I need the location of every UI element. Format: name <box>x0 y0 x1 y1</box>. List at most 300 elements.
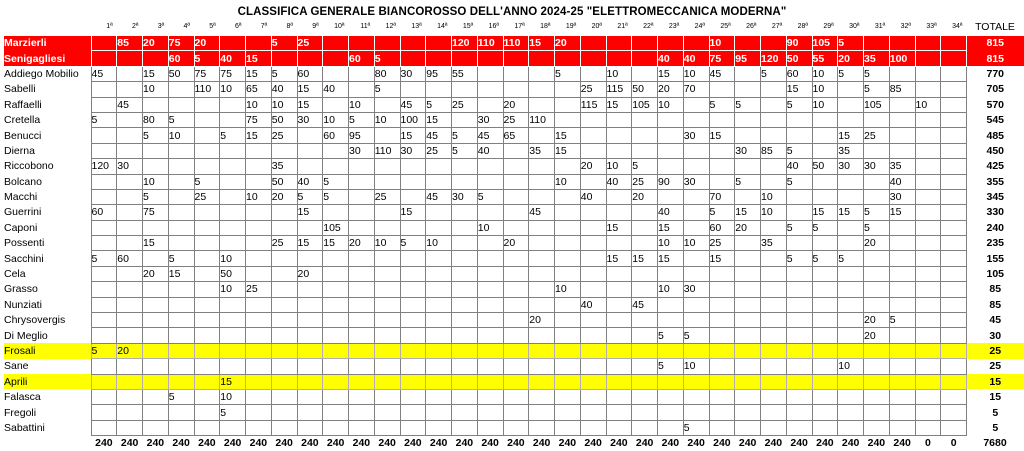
score-cell <box>400 389 426 404</box>
score-cell <box>477 159 503 174</box>
round-header: 2ª <box>132 23 139 30</box>
column-total: 240 <box>352 437 371 450</box>
score-cell <box>889 389 915 404</box>
score-cell <box>555 189 581 204</box>
score-cell <box>143 159 169 174</box>
score-cell: 15 <box>400 205 426 220</box>
score-cell: 50 <box>812 159 838 174</box>
score-cell <box>941 313 967 328</box>
score-cell: 10 <box>555 174 581 189</box>
score-cell <box>271 359 297 374</box>
score-cell <box>838 82 864 97</box>
score-cell: 5 <box>864 205 890 220</box>
score-cell <box>323 66 349 81</box>
player-total: 45 <box>989 314 1002 327</box>
score-cell <box>143 328 169 343</box>
score-cell <box>194 205 220 220</box>
score-cell <box>761 36 787 51</box>
score-cell <box>658 112 684 127</box>
score-cell <box>761 328 787 343</box>
score-cell: 45 <box>632 297 658 312</box>
score-cell <box>915 251 941 266</box>
score-cell <box>606 143 632 158</box>
score-cell <box>400 189 426 204</box>
score-cell: 50 <box>271 112 297 127</box>
score-cell <box>374 97 400 112</box>
score-cell <box>786 112 812 127</box>
score-cell: 100 <box>400 112 426 127</box>
score-cell: 45 <box>117 97 143 112</box>
score-cell: 120 <box>761 51 787 66</box>
score-cell: 20 <box>143 266 169 281</box>
score-cell <box>838 236 864 251</box>
score-cell <box>761 343 787 358</box>
score-cell <box>606 374 632 389</box>
player-row <box>4 82 1024 97</box>
score-cell <box>812 343 838 358</box>
score-cell: 15 <box>297 82 323 97</box>
score-cell <box>555 374 581 389</box>
score-cell <box>941 36 967 51</box>
score-cell <box>323 328 349 343</box>
score-cell: 75 <box>709 51 735 66</box>
score-cell <box>194 359 220 374</box>
score-cell <box>529 405 555 420</box>
score-cell <box>864 143 890 158</box>
player-total: 85 <box>989 283 1002 296</box>
score-cell: 15 <box>632 251 658 266</box>
score-cell <box>323 343 349 358</box>
score-cell <box>529 251 555 266</box>
score-cell: 15 <box>658 66 684 81</box>
score-cell: 40 <box>580 189 606 204</box>
score-cell <box>529 389 555 404</box>
score-cell <box>374 205 400 220</box>
score-cell: 10 <box>220 282 246 297</box>
score-cell <box>838 374 864 389</box>
round-header: 17ª <box>514 23 525 30</box>
score-cell <box>117 174 143 189</box>
score-cell <box>220 36 246 51</box>
score-cell: 40 <box>580 297 606 312</box>
round-header: 12ª <box>385 23 396 30</box>
score-cell: 15 <box>658 220 684 235</box>
score-cell <box>323 420 349 435</box>
score-cell <box>271 313 297 328</box>
score-cell <box>503 405 529 420</box>
score-cell <box>606 405 632 420</box>
standings-title: CLASSIFICA GENERALE BIANCOROSSO DELL'ANNO 2024-25 "ELETTROMECCANICA MODERNA" <box>237 6 787 18</box>
score-cell <box>503 189 529 204</box>
score-cell <box>477 282 503 297</box>
score-cell: 25 <box>374 189 400 204</box>
score-cell <box>555 251 581 266</box>
score-cell: 10 <box>349 97 375 112</box>
round-header: 6ª <box>235 23 242 30</box>
score-cell: 15 <box>735 205 761 220</box>
round-header: 19ª <box>565 23 577 30</box>
player-name: Bolcano <box>4 175 42 188</box>
score-cell <box>709 266 735 281</box>
score-cell: 60 <box>323 128 349 143</box>
player-row <box>4 143 1024 158</box>
score-cell <box>555 389 581 404</box>
score-cell: 40 <box>477 143 503 158</box>
score-cell: 10 <box>220 251 246 266</box>
score-cell <box>400 420 426 435</box>
score-cell <box>735 36 761 51</box>
score-cell <box>297 51 323 66</box>
score-cell <box>529 297 555 312</box>
score-cell: 40 <box>271 82 297 97</box>
score-cell <box>709 174 735 189</box>
score-cell <box>477 174 503 189</box>
score-cell: 20 <box>580 159 606 174</box>
score-cell: 10 <box>477 220 503 235</box>
score-cell <box>761 97 787 112</box>
score-cell <box>941 374 967 389</box>
round-header: 13ª <box>411 23 422 30</box>
score-cell <box>349 313 375 328</box>
column-total: 240 <box>378 437 396 450</box>
score-cell <box>349 420 375 435</box>
score-cell <box>323 205 349 220</box>
score-cell: 45 <box>426 128 452 143</box>
score-cell <box>915 343 941 358</box>
score-cell <box>683 389 709 404</box>
score-cell: 70 <box>709 189 735 204</box>
score-cell <box>529 128 555 143</box>
score-cell <box>374 343 400 358</box>
score-cell <box>91 51 117 66</box>
score-cell <box>194 159 220 174</box>
score-cell: 25 <box>246 282 272 297</box>
score-cell: 40 <box>658 51 684 66</box>
score-cell: 5 <box>168 251 194 266</box>
score-cell <box>194 328 220 343</box>
score-cell: 5 <box>168 112 194 127</box>
score-cell: 10 <box>761 205 787 220</box>
score-cell: 75 <box>220 66 246 81</box>
player-row <box>4 205 1024 220</box>
column-total: 240 <box>429 437 448 450</box>
player-total: 355 <box>986 175 1005 188</box>
score-cell <box>658 143 684 158</box>
player-total: 15 <box>989 391 1002 404</box>
score-cell: 25 <box>864 128 890 143</box>
score-cell <box>786 389 812 404</box>
score-cell <box>735 82 761 97</box>
score-cell <box>168 313 194 328</box>
score-cell: 20 <box>864 313 890 328</box>
score-cell: 85 <box>889 82 915 97</box>
score-cell: 25 <box>632 174 658 189</box>
score-cell: 15 <box>297 97 323 112</box>
score-cell <box>323 282 349 297</box>
score-cell <box>555 159 581 174</box>
score-cell <box>374 328 400 343</box>
score-cell <box>812 174 838 189</box>
round-header: 32ª <box>900 23 911 30</box>
score-cell: 15 <box>143 66 169 81</box>
player-name: Sabelli <box>4 83 36 96</box>
score-cell <box>503 282 529 297</box>
score-cell: 45 <box>91 66 117 81</box>
score-cell <box>143 420 169 435</box>
score-cell <box>735 328 761 343</box>
score-cell: 5 <box>838 36 864 51</box>
score-cell <box>761 159 787 174</box>
column-total: 240 <box>764 437 783 450</box>
column-total: 240 <box>635 437 654 450</box>
score-cell <box>452 359 478 374</box>
score-cell: 10 <box>555 282 581 297</box>
score-cell <box>838 313 864 328</box>
score-cell <box>117 143 143 158</box>
score-cell: 5 <box>374 82 400 97</box>
score-cell <box>658 36 684 51</box>
score-cell <box>864 297 890 312</box>
score-cell: 15 <box>709 251 735 266</box>
round-header: 7ª <box>260 23 268 30</box>
score-cell <box>812 189 838 204</box>
column-total: 240 <box>146 437 165 450</box>
score-cell <box>838 174 864 189</box>
score-cell: 5 <box>91 343 117 358</box>
score-cell <box>941 389 967 404</box>
score-cell: 5 <box>838 66 864 81</box>
score-cell <box>426 51 452 66</box>
score-cell <box>246 174 272 189</box>
score-cell <box>683 36 709 51</box>
score-cell: 5 <box>452 143 478 158</box>
round-header: 23ª <box>668 23 680 30</box>
score-cell <box>220 297 246 312</box>
score-cell <box>426 313 452 328</box>
column-total: 240 <box>738 437 757 450</box>
score-cell <box>271 51 297 66</box>
score-cell <box>632 36 658 51</box>
score-cell <box>941 66 967 81</box>
score-cell: 5 <box>271 66 297 81</box>
score-cell <box>297 128 323 143</box>
score-cell: 5 <box>323 174 349 189</box>
score-cell: 5 <box>812 251 838 266</box>
score-cell: 75 <box>143 205 169 220</box>
score-cell: 50 <box>271 174 297 189</box>
score-cell: 15 <box>606 97 632 112</box>
score-cell <box>426 420 452 435</box>
score-cell <box>786 282 812 297</box>
player-name: Sacchini <box>4 252 44 265</box>
score-cell <box>323 51 349 66</box>
player-total: 235 <box>986 237 1005 250</box>
score-cell: 20 <box>735 220 761 235</box>
score-cell <box>761 297 787 312</box>
score-cell <box>786 189 812 204</box>
score-cell: 95 <box>349 128 375 143</box>
player-name: Cela <box>4 268 26 281</box>
score-cell <box>864 189 890 204</box>
player-name: Sabattini <box>4 421 45 434</box>
score-cell: 10 <box>658 282 684 297</box>
score-cell <box>606 266 632 281</box>
score-cell <box>735 374 761 389</box>
score-cell <box>194 266 220 281</box>
score-cell <box>117 51 143 66</box>
score-cell <box>838 266 864 281</box>
score-cell <box>246 313 272 328</box>
score-cell <box>761 359 787 374</box>
score-cell <box>117 420 143 435</box>
score-cell <box>580 251 606 266</box>
score-cell <box>812 328 838 343</box>
player-row <box>4 282 1024 297</box>
score-cell: 10 <box>271 97 297 112</box>
score-cell: 20 <box>864 236 890 251</box>
score-cell <box>374 359 400 374</box>
score-cell: 15 <box>297 205 323 220</box>
score-cell <box>349 266 375 281</box>
column-total: 0 <box>924 437 931 450</box>
score-cell <box>812 282 838 297</box>
score-cell <box>889 236 915 251</box>
score-cell <box>117 112 143 127</box>
score-cell <box>220 143 246 158</box>
score-cell <box>194 389 220 404</box>
score-cell <box>117 389 143 404</box>
score-cell <box>477 266 503 281</box>
score-cell <box>452 374 478 389</box>
score-cell <box>452 266 478 281</box>
score-cell <box>503 159 529 174</box>
score-cell: 105 <box>812 36 838 51</box>
player-row <box>4 159 1024 174</box>
score-cell <box>426 159 452 174</box>
column-total: 240 <box>455 437 474 450</box>
score-cell: 110 <box>529 112 555 127</box>
round-header: 11ª <box>360 23 371 30</box>
score-cell <box>889 97 915 112</box>
score-cell <box>220 174 246 189</box>
score-cell: 55 <box>452 66 478 81</box>
score-cell <box>91 236 117 251</box>
score-cell <box>349 159 375 174</box>
score-cell <box>941 159 967 174</box>
score-cell <box>761 112 787 127</box>
column-total: 240 <box>713 437 731 450</box>
score-cell <box>555 205 581 220</box>
score-cell <box>503 389 529 404</box>
score-cell: 40 <box>297 174 323 189</box>
score-cell <box>864 359 890 374</box>
column-total: 240 <box>301 437 319 450</box>
score-cell <box>349 189 375 204</box>
score-cell <box>220 359 246 374</box>
score-cell: 20 <box>271 189 297 204</box>
player-total: 545 <box>986 114 1005 127</box>
score-cell <box>658 389 684 404</box>
score-cell: 30 <box>683 282 709 297</box>
score-cell <box>271 405 297 420</box>
score-cell <box>632 282 658 297</box>
player-row <box>4 66 1024 81</box>
score-cell <box>658 189 684 204</box>
score-cell: 10 <box>915 97 941 112</box>
score-cell <box>194 297 220 312</box>
score-cell <box>529 374 555 389</box>
score-cell <box>606 128 632 143</box>
score-cell <box>812 236 838 251</box>
score-cell <box>632 405 658 420</box>
score-cell: 60 <box>349 51 375 66</box>
score-cell <box>864 266 890 281</box>
column-total: 240 <box>275 437 293 450</box>
column-total: 240 <box>249 437 268 450</box>
score-cell <box>117 266 143 281</box>
score-cell: 5 <box>194 174 220 189</box>
score-cell <box>168 420 194 435</box>
score-cell <box>529 266 555 281</box>
score-cell <box>271 343 297 358</box>
score-cell: 15 <box>709 128 735 143</box>
score-cell <box>323 389 349 404</box>
score-cell: 5 <box>658 359 684 374</box>
score-cell <box>606 236 632 251</box>
score-cell <box>889 359 915 374</box>
score-cell <box>426 266 452 281</box>
column-total: 240 <box>172 437 190 450</box>
score-cell <box>323 359 349 374</box>
player-name: Possenti <box>4 237 45 250</box>
score-cell <box>297 313 323 328</box>
score-cell <box>786 420 812 435</box>
score-cell <box>580 220 606 235</box>
score-cell: 20 <box>555 36 581 51</box>
score-cell <box>580 374 606 389</box>
score-cell <box>503 266 529 281</box>
score-cell <box>220 313 246 328</box>
score-cell <box>709 389 735 404</box>
player-name: Guerrini <box>4 206 42 219</box>
score-cell <box>220 420 246 435</box>
score-cell <box>143 297 169 312</box>
score-cell <box>117 189 143 204</box>
score-cell <box>452 205 478 220</box>
score-cell <box>941 205 967 220</box>
score-cell <box>786 266 812 281</box>
score-cell: 45 <box>529 205 555 220</box>
score-cell: 30 <box>735 143 761 158</box>
score-cell <box>143 220 169 235</box>
player-name: Dierna <box>4 144 35 157</box>
score-cell <box>889 220 915 235</box>
score-cell <box>374 374 400 389</box>
score-cell <box>91 328 117 343</box>
score-cell: 65 <box>246 82 272 97</box>
score-cell <box>246 328 272 343</box>
round-header: 20ª <box>591 23 602 30</box>
score-cell <box>683 374 709 389</box>
score-cell: 10 <box>812 82 838 97</box>
score-cell <box>426 297 452 312</box>
score-cell: 20 <box>349 236 375 251</box>
score-cell <box>812 143 838 158</box>
score-cell <box>452 313 478 328</box>
score-cell <box>271 328 297 343</box>
score-cell <box>349 205 375 220</box>
score-cell: 75 <box>246 112 272 127</box>
